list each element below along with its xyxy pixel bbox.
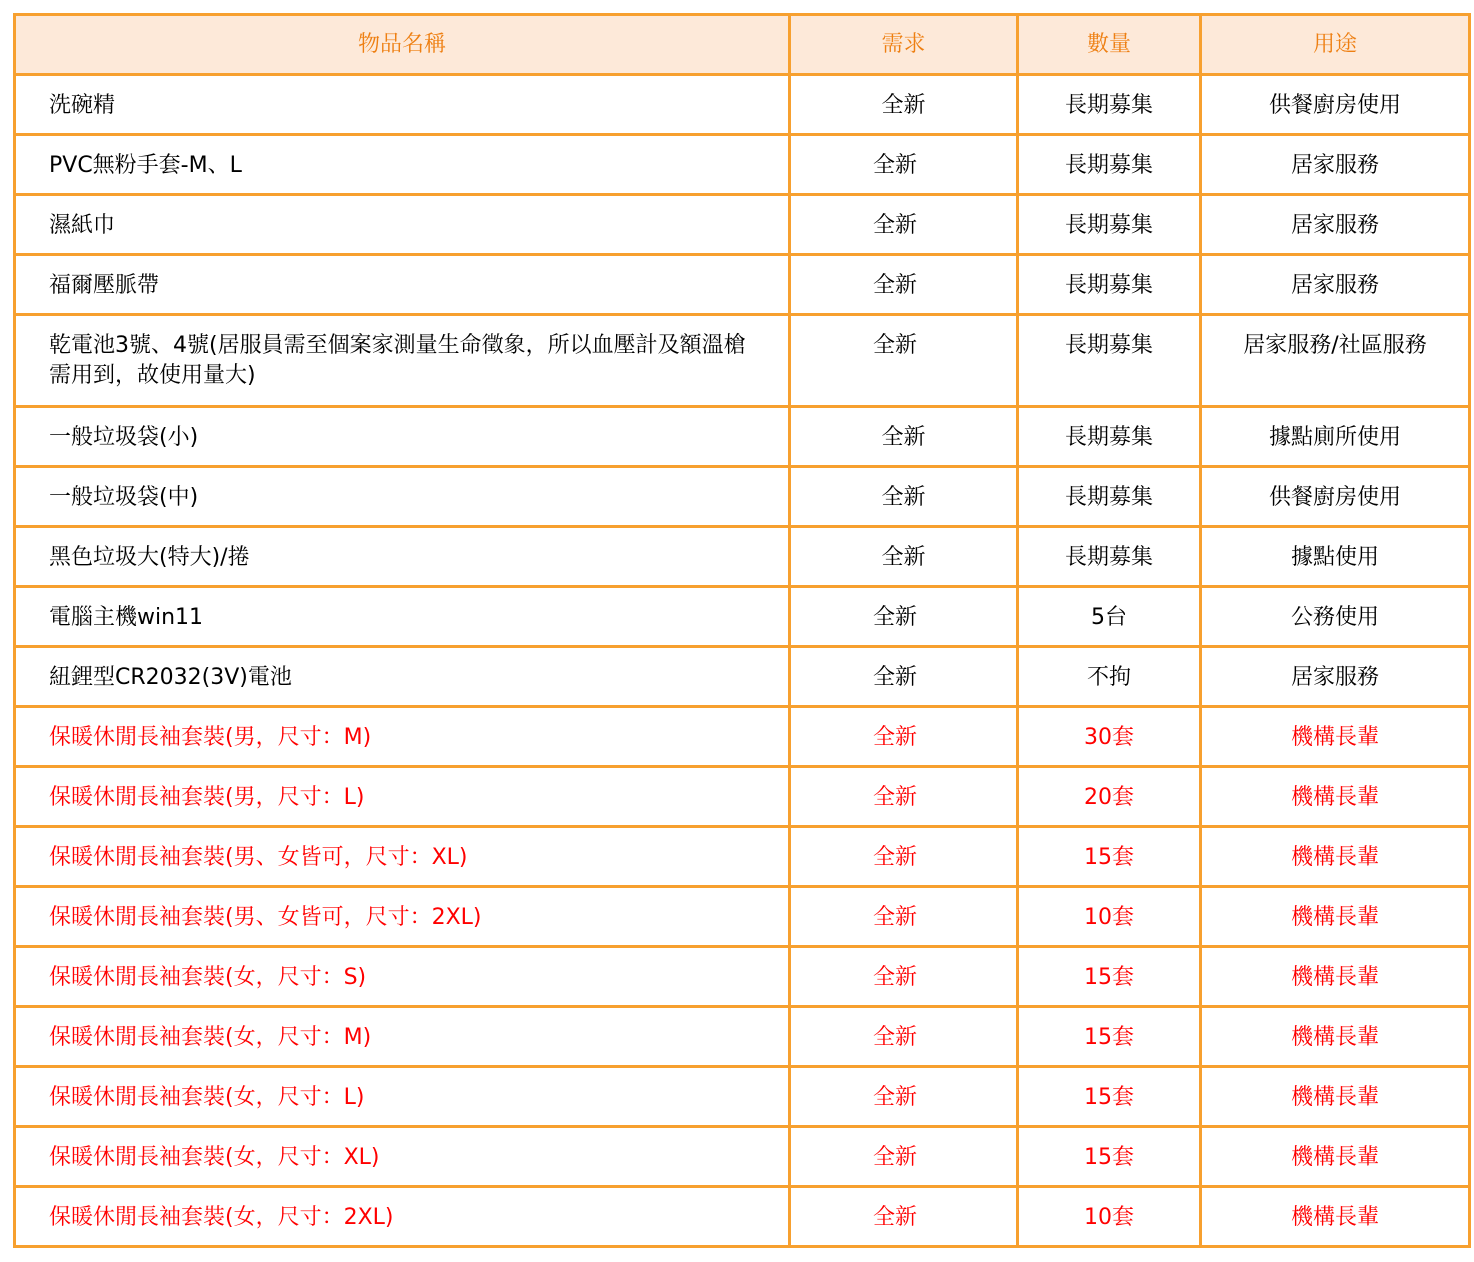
quantity-cell: 15套 bbox=[1018, 1007, 1201, 1067]
quantity-cell: 長期募集 bbox=[1018, 195, 1201, 255]
table-row bbox=[15, 1187, 1470, 1247]
usage-cell: 據點廁所使用 bbox=[1201, 407, 1470, 467]
quantity-cell: 長期募集 bbox=[1018, 255, 1201, 315]
quantity-cell: 30套 bbox=[1018, 707, 1201, 767]
usage-cell: 機構長輩 bbox=[1201, 1007, 1470, 1067]
need-cell: 全新 bbox=[790, 1187, 1018, 1247]
item-name-cell: 乾電池3號、4號(居服員需至個案家測量生命徵象，所以血壓計及額溫槍需用到，故使用量大) bbox=[15, 315, 790, 407]
table-row bbox=[15, 827, 1470, 887]
quantity-cell: 15套 bbox=[1018, 1127, 1201, 1187]
table-row bbox=[15, 707, 1470, 767]
need-cell: 全新 bbox=[790, 767, 1018, 827]
item-name-cell: 黑色垃圾大(特大)/捲 bbox=[15, 527, 790, 587]
usage-cell: 據點使用 bbox=[1201, 527, 1470, 587]
usage-cell: 機構長輩 bbox=[1201, 1067, 1470, 1127]
table-row bbox=[15, 1127, 1470, 1187]
need-cell: 全新 bbox=[790, 527, 1018, 587]
table-row bbox=[15, 527, 1470, 587]
need-cell: 全新 bbox=[790, 1067, 1018, 1127]
usage-cell: 機構長輩 bbox=[1201, 887, 1470, 947]
usage-cell: 居家服務/社區服務 bbox=[1201, 315, 1470, 407]
need-cell: 全新 bbox=[790, 827, 1018, 887]
quantity-cell: 10套 bbox=[1018, 887, 1201, 947]
table-row bbox=[15, 315, 1470, 407]
usage-cell: 機構長輩 bbox=[1201, 947, 1470, 1007]
need-cell: 全新 bbox=[790, 647, 1018, 707]
quantity-cell: 10套 bbox=[1018, 1187, 1201, 1247]
usage-cell: 機構長輩 bbox=[1201, 1187, 1470, 1247]
usage-cell: 居家服務 bbox=[1201, 255, 1470, 315]
item-name-cell: 保暖休閒長袖套裝(女，尺寸：L) bbox=[15, 1067, 790, 1127]
item-name-cell: 一般垃圾袋(中) bbox=[15, 467, 790, 527]
table-row bbox=[15, 587, 1470, 647]
item-name-cell: PVC無粉手套-M、L bbox=[15, 135, 790, 195]
usage-cell: 居家服務 bbox=[1201, 195, 1470, 255]
need-cell: 全新 bbox=[790, 1127, 1018, 1187]
need-cell: 全新 bbox=[790, 467, 1018, 527]
usage-cell: 機構長輩 bbox=[1201, 1127, 1470, 1187]
usage-cell: 居家服務 bbox=[1201, 647, 1470, 707]
table-row bbox=[15, 75, 1470, 135]
quantity-cell: 5台 bbox=[1018, 587, 1201, 647]
table-row bbox=[15, 647, 1470, 707]
table-row bbox=[15, 195, 1470, 255]
donation-items-table bbox=[13, 13, 1471, 1248]
quantity-cell: 長期募集 bbox=[1018, 135, 1201, 195]
table-row bbox=[15, 947, 1470, 1007]
need-cell: 全新 bbox=[790, 707, 1018, 767]
header-need: 需求 bbox=[790, 15, 1018, 75]
usage-cell: 居家服務 bbox=[1201, 135, 1470, 195]
usage-cell: 機構長輩 bbox=[1201, 707, 1470, 767]
quantity-cell: 長期募集 bbox=[1018, 527, 1201, 587]
quantity-cell: 15套 bbox=[1018, 1067, 1201, 1127]
quantity-cell: 長期募集 bbox=[1018, 75, 1201, 135]
item-name-cell: 福爾壓脈帶 bbox=[15, 255, 790, 315]
need-cell: 全新 bbox=[790, 1007, 1018, 1067]
table-row bbox=[15, 887, 1470, 947]
quantity-cell: 長期募集 bbox=[1018, 407, 1201, 467]
item-name-cell: 保暖休閒長袖套裝(女，尺寸：XL) bbox=[15, 1127, 790, 1187]
item-name-cell: 濕紙巾 bbox=[15, 195, 790, 255]
table-row bbox=[15, 1067, 1470, 1127]
quantity-cell: 長期募集 bbox=[1018, 315, 1201, 407]
table-row bbox=[15, 135, 1470, 195]
need-cell: 全新 bbox=[790, 255, 1018, 315]
item-name-cell: 保暖休閒長袖套裝(女，尺寸：S) bbox=[15, 947, 790, 1007]
table-row bbox=[15, 767, 1470, 827]
item-name-cell: 保暖休閒長袖套裝(男、女皆可，尺寸：XL) bbox=[15, 827, 790, 887]
table-row bbox=[15, 1007, 1470, 1067]
usage-cell: 機構長輩 bbox=[1201, 767, 1470, 827]
header-item-name: 物品名稱 bbox=[15, 15, 790, 75]
need-cell: 全新 bbox=[790, 887, 1018, 947]
need-cell: 全新 bbox=[790, 195, 1018, 255]
need-cell: 全新 bbox=[790, 947, 1018, 1007]
item-name-cell: 保暖休閒長袖套裝(女，尺寸：M) bbox=[15, 1007, 790, 1067]
header-usage: 用途 bbox=[1201, 15, 1470, 75]
item-name-cell: 洗碗精 bbox=[15, 75, 790, 135]
need-cell: 全新 bbox=[790, 75, 1018, 135]
item-name-cell: 保暖休閒長袖套裝(男，尺寸：M) bbox=[15, 707, 790, 767]
table-row bbox=[15, 255, 1470, 315]
item-name-cell: 保暖休閒長袖套裝(女，尺寸：2XL) bbox=[15, 1187, 790, 1247]
need-cell: 全新 bbox=[790, 407, 1018, 467]
quantity-cell: 15套 bbox=[1018, 827, 1201, 887]
table-header-row bbox=[15, 15, 1470, 75]
item-name-cell: 電腦主機win11 bbox=[15, 587, 790, 647]
need-cell: 全新 bbox=[790, 587, 1018, 647]
header-quantity: 數量 bbox=[1018, 15, 1201, 75]
item-name-cell: 紐鋰型CR2032(3V)電池 bbox=[15, 647, 790, 707]
table-row bbox=[15, 407, 1470, 467]
item-name-cell: 保暖休閒長袖套裝(男，尺寸：L) bbox=[15, 767, 790, 827]
item-name-cell: 一般垃圾袋(小) bbox=[15, 407, 790, 467]
usage-cell: 公務使用 bbox=[1201, 587, 1470, 647]
usage-cell: 供餐廚房使用 bbox=[1201, 75, 1470, 135]
item-name-cell: 保暖休閒長袖套裝(男、女皆可，尺寸：2XL) bbox=[15, 887, 790, 947]
usage-cell: 機構長輩 bbox=[1201, 827, 1470, 887]
need-cell: 全新 bbox=[790, 135, 1018, 195]
quantity-cell: 長期募集 bbox=[1018, 467, 1201, 527]
need-cell: 全新 bbox=[790, 315, 1018, 407]
usage-cell: 供餐廚房使用 bbox=[1201, 467, 1470, 527]
table-row bbox=[15, 467, 1470, 527]
quantity-cell: 20套 bbox=[1018, 767, 1201, 827]
quantity-cell: 不拘 bbox=[1018, 647, 1201, 707]
quantity-cell: 15套 bbox=[1018, 947, 1201, 1007]
